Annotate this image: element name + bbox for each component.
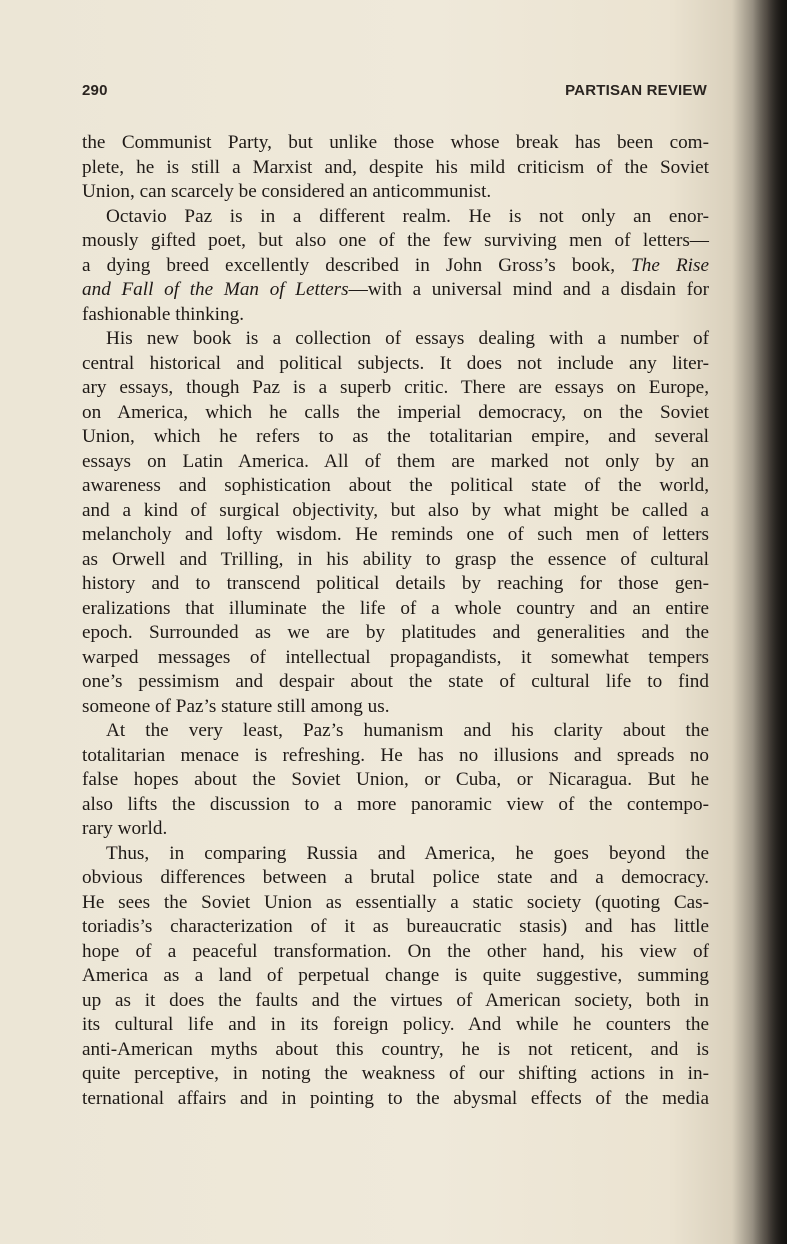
text-line: ary essays, though Paz is a superb critic. There are essays on Europe, xyxy=(82,377,709,398)
text-line: epoch. Surrounded as we are by platitudes and generalities and the xyxy=(82,622,709,643)
text-line: the Communist Party, but unlike those whose break has been com- xyxy=(82,132,709,153)
text-line: quite perceptive, in noting the weakness of our shifting actions in in- xyxy=(82,1063,709,1084)
body-text xyxy=(82,131,709,1111)
text-line: anti-American myths about this country, he is not reticent, and is xyxy=(82,1038,709,1060)
text-line: on America, which he calls the imperial democracy, on the Soviet xyxy=(82,401,709,423)
text-line: toriadis’s characterization of it as bureaucratic stasis) and has little xyxy=(82,916,709,937)
text-line: America as a land of perpetual change is quite suggestive, summing xyxy=(82,965,709,986)
text-line: essays on Latin America. All of them are marked not only by an xyxy=(82,450,709,472)
text-line: plete, he is still a Marxist and, despite his mild criticism of the Soviet xyxy=(82,156,709,178)
text-line: Thus, in comparing Russia and America, he goes beyond the xyxy=(106,842,709,864)
text-line: its cultural life and in its foreign policy. And while he counters the xyxy=(82,1014,709,1035)
running-head: PARTISAN REVIEW xyxy=(565,82,707,99)
text-line: warped messages of intellectual propagandists, it somewhat tempers xyxy=(82,646,709,668)
text-line: obvious differences between a brutal police state and a democracy. xyxy=(82,867,709,888)
text-line xyxy=(82,278,709,303)
text-line: melancholy and lofty wisdom. He reminds one of such men of letters xyxy=(82,524,709,545)
text-line: totalitarian menace is refreshing. He has no illusions and spreads no xyxy=(82,744,709,766)
text-line: someone of Paz’s stature still among us. xyxy=(82,695,390,717)
text-line: His new book is a collection of essays dealing with a number of xyxy=(106,328,709,349)
text-segment: —with a universal mind and a disdain for xyxy=(348,279,709,300)
text-line: fashionable thinking. xyxy=(82,303,244,325)
text-line: rary world. xyxy=(82,818,168,839)
text-line: false hopes about the Soviet Union, or Cuba, or Nicaragua. But he xyxy=(82,769,709,790)
book-title-italic: The Rise xyxy=(631,254,709,276)
book-spine-shadow xyxy=(753,0,787,1244)
text-line xyxy=(82,254,709,279)
text-segment: a dying breed excellently described in John Gross’s book, xyxy=(82,254,616,276)
book-title-italic: and Fall of the Man of Letters xyxy=(82,279,349,300)
text-line: mously gifted poet, but also one of the few surviving men of letters— xyxy=(82,230,709,251)
text-line: one’s pessimism and despair about the state of cultural life to find xyxy=(82,671,709,692)
text-line: Union, which he refers to as the totalitarian empire, and several xyxy=(82,426,709,447)
page-header xyxy=(82,82,707,104)
text-line: Union, can scarcely be considered an anticommunist. xyxy=(82,181,492,202)
text-line: Octavio Paz is in a different realm. He is not only an enor- xyxy=(106,205,709,227)
text-line: central historical and political subjects. It does not include any liter- xyxy=(82,352,709,374)
page-number: 290 xyxy=(82,82,108,99)
text-line: eralizations that illuminate the life of a whole country and an entire xyxy=(82,597,709,619)
text-line: and a kind of surgical objectivity, but also by what might be called a xyxy=(82,499,709,521)
text-line: also lifts the discussion to a more panoramic view of the contempo- xyxy=(82,793,709,815)
text-line: up as it does the faults and the virtues of American society, both in xyxy=(82,989,709,1011)
text-line: ternational affairs and in pointing to the abysmal effects of the media xyxy=(82,1087,709,1109)
text-line: awareness and sophistication about the political state of the world, xyxy=(82,475,709,496)
text-line: history and to transcend political details by reaching for those gen- xyxy=(82,573,709,594)
text-line: At the very least, Paz’s humanism and his clarity about the xyxy=(106,720,709,741)
text-line: hope of a peaceful transformation. On the other hand, his view of xyxy=(82,940,709,962)
text-line: as Orwell and Trilling, in his ability to grasp the essence of cultural xyxy=(82,548,709,570)
text-line: He sees the Soviet Union as essentially a static society (quoting Cas- xyxy=(82,891,709,913)
